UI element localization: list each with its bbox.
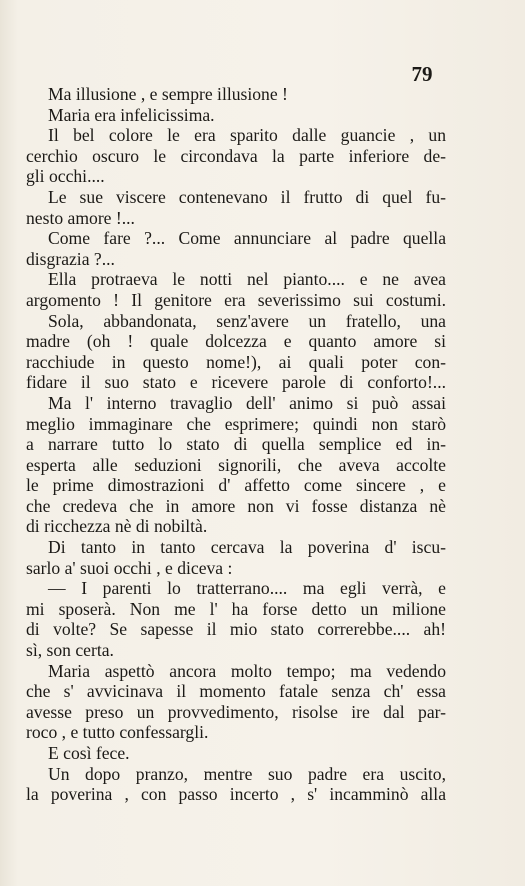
text-line: racchiude in questo nome!), ai quali poter con- xyxy=(26,351,446,372)
text-line: sarlo a' suoi occhi , e diceva : xyxy=(26,557,233,578)
text-line: le prime dimostrazioni d' affetto come sincere , e xyxy=(26,475,446,496)
text-line: che s' avvicinava il momento fatale senza ch' essa xyxy=(26,681,446,702)
text-line: gli occhi.... xyxy=(26,166,105,187)
text-line: la poverina , con passo incerto , s' incamminò alla xyxy=(26,784,446,805)
text-line: Ella protraeva le notti nel pianto.... e ne avea xyxy=(48,269,446,290)
text-line: Un dopo pranzo, mentre suo padre era uscito, xyxy=(48,763,446,784)
text-line: Maria aspettò ancora molto tempo; ma vedendo xyxy=(48,660,446,681)
text-line: Ma illusione , e sempre illusione ! xyxy=(48,84,288,104)
text-line: argomento ! Il genitore era severissimo sui costumi. xyxy=(26,289,446,310)
text-line: mi sposerà. Non me l' ha forse detto un milione xyxy=(26,598,446,619)
text-line: — I parenti lo tratterrano.... ma egli verrà, e xyxy=(48,578,446,599)
text-line: di ricchezza nè di nobiltà. xyxy=(26,516,208,537)
text-line: avesse preso un provvedimento, risolse ire dal par- xyxy=(26,701,446,722)
text-line: che credeva che in amore non vi fosse distanza nè xyxy=(26,495,446,516)
text-line: E così fece. xyxy=(48,743,130,763)
text-line: madre (oh ! quale dolcezza e quanto amore si xyxy=(26,331,446,352)
text-line: Sola, abbandonata, senz'avere un fratello, una xyxy=(48,310,446,331)
text-line: sì, son certa. xyxy=(26,640,114,661)
text-line: esperta alle seduzioni signorili, che aveva accolte xyxy=(26,454,446,475)
text-line: cerchio oscuro le circondava la parte inferiore de- xyxy=(26,145,446,166)
text-line: Maria era infelicissima. xyxy=(48,104,215,125)
text-line: roco , e tutto confessargli. xyxy=(26,722,209,743)
page-number: 79 xyxy=(411,62,433,86)
text-line: a narrare tutto lo stato di quella semplice ed in- xyxy=(26,434,446,455)
text-line: meglio immaginare che esprimere; quindi non starò xyxy=(26,413,446,434)
text-line: disgrazia ?... xyxy=(26,248,115,269)
body-text xyxy=(26,84,446,805)
text-line: Le sue viscere contenevano il frutto di quel fu- xyxy=(48,186,446,207)
text-line: di volte? Se sapesse il mio stato correrebbe.... ah! xyxy=(26,619,446,640)
text-line: Come fare ?... Come annunciare al padre quella xyxy=(48,228,446,249)
text-line: Il bel colore le era sparito dalle guancie , un xyxy=(48,125,446,146)
text-line: nesto amore !... xyxy=(26,207,135,228)
text-line: Di tanto in tanto cercava la poverina d' iscu- xyxy=(48,537,446,558)
text-line: fidare il suo stato e ricevere parole di conforto!... xyxy=(26,372,446,393)
text-line: Ma l' interno travaglio dell' animo si può assai xyxy=(48,392,446,413)
